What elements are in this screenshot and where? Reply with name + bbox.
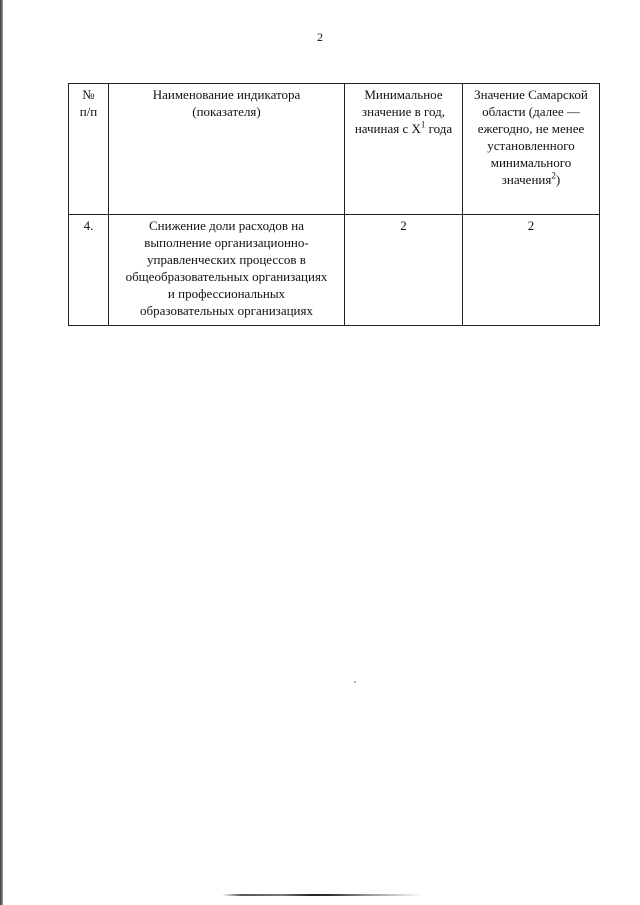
row-region-value: 2 <box>463 215 600 326</box>
table-row <box>69 215 600 326</box>
header-min-value: Минимальное значение в год, начиная с $X^1$ года <box>345 84 463 215</box>
page-number: 2 <box>317 30 323 44</box>
table-header-row <box>69 84 600 215</box>
footer-rule <box>222 894 422 896</box>
header-indicator-name: Наименование индикатора (показателя) <box>109 84 345 215</box>
row-number: 4. <box>69 215 109 326</box>
indicator-table <box>68 83 600 326</box>
scan-speck <box>354 681 356 683</box>
scan-edge <box>0 0 3 905</box>
header-number: № п/п <box>69 84 109 215</box>
header-region-value: Значение Самарской области (далее — ежегодно, не менее установленного минимального значения$^2$) <box>463 84 600 215</box>
row-indicator-name: Снижение доли расходов на выполнение организационно- управленческих процессов в общеобразовательных организациях и профессиональных образовательных организациях <box>109 215 345 326</box>
row-min-value: 2 <box>345 215 463 326</box>
